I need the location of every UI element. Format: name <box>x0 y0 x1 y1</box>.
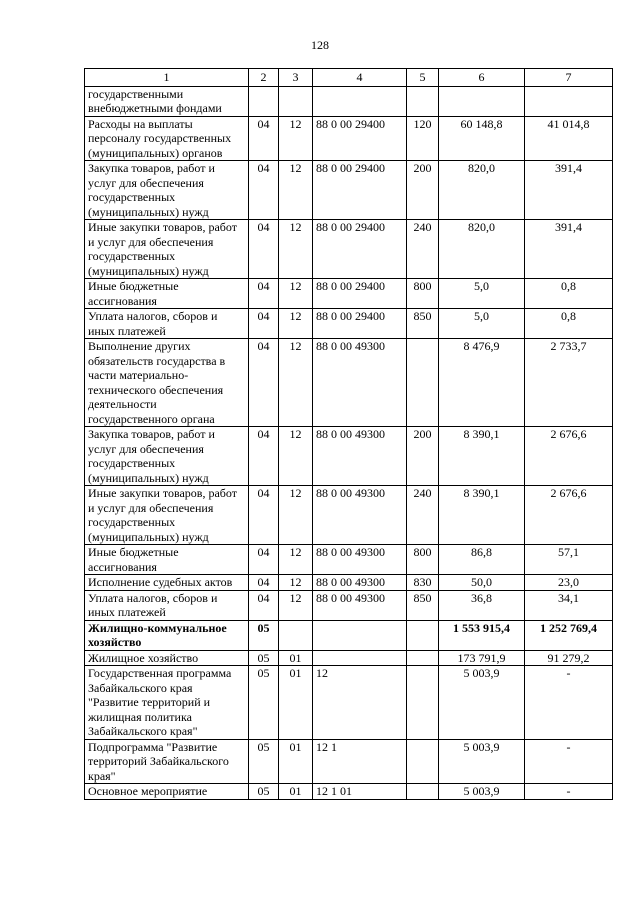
target-code-cell: 12 1 01 <box>313 784 407 800</box>
section-cell: 04 <box>249 161 279 220</box>
amount-plan-cell: 8 390,1 <box>439 486 525 545</box>
section-cell: 05 <box>249 666 279 740</box>
amount-plan-cell: 36,8 <box>439 590 525 620</box>
target-code-cell: 88 0 00 29400 <box>313 116 407 161</box>
header-cell: 1 <box>85 69 249 87</box>
table-row <box>85 116 613 161</box>
expense-type-cell <box>407 620 439 650</box>
subsection-cell: 12 <box>279 339 313 427</box>
name-cell: Иные закупки товаров, работ и услуг для обеспечения государственных (муниципальных) нужд <box>85 486 249 545</box>
section-cell: 04 <box>249 279 279 309</box>
table-row <box>85 739 613 784</box>
target-code-cell <box>313 86 407 116</box>
target-code-cell <box>313 620 407 650</box>
section-cell <box>249 86 279 116</box>
subsection-cell: 01 <box>279 784 313 800</box>
target-code-cell: 88 0 00 49300 <box>313 486 407 545</box>
table-row <box>85 220 613 279</box>
name-cell: Подпрограмма "Развитие территорий Забайкальского края" <box>85 739 249 784</box>
amount-actual-cell: 23,0 <box>525 575 613 591</box>
table-row <box>85 784 613 800</box>
section-cell: 04 <box>249 486 279 545</box>
amount-actual-cell: 2 676,6 <box>525 486 613 545</box>
subsection-cell <box>279 86 313 116</box>
expense-type-cell <box>407 666 439 740</box>
name-cell: Выполнение других обязательств государства в части материально-технического обеспечения деятельности государственного органа <box>85 339 249 427</box>
expense-type-cell <box>407 339 439 427</box>
expense-type-cell: 850 <box>407 309 439 339</box>
subsection-cell: 12 <box>279 309 313 339</box>
target-code-cell: 88 0 00 29400 <box>313 309 407 339</box>
expense-type-cell: 200 <box>407 427 439 486</box>
name-cell: Уплата налогов, сборов и иных платежей <box>85 309 249 339</box>
subsection-cell: 12 <box>279 486 313 545</box>
page-number: 128 <box>311 38 329 52</box>
amount-actual-cell: 2 733,7 <box>525 339 613 427</box>
amount-actual-cell: 57,1 <box>525 545 613 575</box>
table-row <box>85 575 613 591</box>
table-row <box>85 486 613 545</box>
amount-plan-cell: 173 791,9 <box>439 650 525 666</box>
subsection-cell: 12 <box>279 427 313 486</box>
amount-plan-cell: 5 003,9 <box>439 784 525 800</box>
amount-actual-cell: 0,8 <box>525 309 613 339</box>
name-cell: Иные бюджетные ассигнования <box>85 279 249 309</box>
expense-type-cell <box>407 739 439 784</box>
subsection-cell: 12 <box>279 575 313 591</box>
table-row <box>85 86 613 116</box>
table-row <box>85 427 613 486</box>
budget-table <box>84 68 613 800</box>
target-code-cell: 12 1 <box>313 739 407 784</box>
table-body <box>85 86 613 799</box>
amount-plan-cell: 1 553 915,4 <box>439 620 525 650</box>
expense-type-cell <box>407 86 439 116</box>
header-cell: 4 <box>313 69 407 87</box>
subsection-cell: 01 <box>279 739 313 784</box>
section-cell: 05 <box>249 620 279 650</box>
amount-plan-cell: 5 003,9 <box>439 666 525 740</box>
amount-plan-cell: 5 003,9 <box>439 739 525 784</box>
table-row <box>85 279 613 309</box>
header-cell: 7 <box>525 69 613 87</box>
amount-plan-cell: 50,0 <box>439 575 525 591</box>
table-row <box>85 590 613 620</box>
subsection-cell: 12 <box>279 279 313 309</box>
expense-type-cell <box>407 650 439 666</box>
amount-actual-cell: 1 252 769,4 <box>525 620 613 650</box>
amount-plan-cell: 8 476,9 <box>439 339 525 427</box>
section-cell: 04 <box>249 575 279 591</box>
amount-actual-cell <box>525 86 613 116</box>
name-cell: Жилищное хозяйство <box>85 650 249 666</box>
name-cell: Иные закупки товаров, работ и услуг для обеспечения государственных (муниципальных) нужд <box>85 220 249 279</box>
subsection-cell: 12 <box>279 220 313 279</box>
name-cell: Основное мероприятие <box>85 784 249 800</box>
amount-plan-cell: 820,0 <box>439 161 525 220</box>
table-row <box>85 309 613 339</box>
amount-plan-cell: 5,0 <box>439 279 525 309</box>
target-code-cell: 88 0 00 29400 <box>313 279 407 309</box>
target-code-cell <box>313 650 407 666</box>
table-row <box>85 339 613 427</box>
table-row <box>85 620 613 650</box>
header-cell: 2 <box>249 69 279 87</box>
table-row <box>85 650 613 666</box>
expense-type-cell: 200 <box>407 161 439 220</box>
section-cell: 05 <box>249 784 279 800</box>
amount-actual-cell: 0,8 <box>525 279 613 309</box>
subsection-cell: 12 <box>279 590 313 620</box>
amount-actual-cell: 34,1 <box>525 590 613 620</box>
name-cell: Уплата налогов, сборов и иных платежей <box>85 590 249 620</box>
amount-actual-cell: - <box>525 784 613 800</box>
amount-actual-cell: - <box>525 666 613 740</box>
amount-actual-cell: 41 014,8 <box>525 116 613 161</box>
name-cell: Исполнение судебных актов <box>85 575 249 591</box>
header-cell: 5 <box>407 69 439 87</box>
expense-type-cell: 850 <box>407 590 439 620</box>
subsection-cell: 12 <box>279 545 313 575</box>
expense-type-cell: 120 <box>407 116 439 161</box>
name-cell: Расходы на выплаты персоналу государственных (муниципальных) органов <box>85 116 249 161</box>
amount-actual-cell: - <box>525 739 613 784</box>
amount-actual-cell: 91 279,2 <box>525 650 613 666</box>
subsection-cell <box>279 620 313 650</box>
subsection-cell: 12 <box>279 116 313 161</box>
section-cell: 05 <box>249 739 279 784</box>
amount-actual-cell: 391,4 <box>525 161 613 220</box>
table-row <box>85 161 613 220</box>
expense-type-cell: 240 <box>407 486 439 545</box>
target-code-cell: 88 0 00 49300 <box>313 427 407 486</box>
table-row <box>85 545 613 575</box>
amount-plan-cell: 86,8 <box>439 545 525 575</box>
section-cell: 04 <box>249 220 279 279</box>
amount-plan-cell: 60 148,8 <box>439 116 525 161</box>
target-code-cell: 12 <box>313 666 407 740</box>
name-cell: государственными внебюджетными фондами <box>85 86 249 116</box>
section-cell: 04 <box>249 309 279 339</box>
subsection-cell: 01 <box>279 666 313 740</box>
section-cell: 04 <box>249 590 279 620</box>
subsection-cell: 12 <box>279 161 313 220</box>
target-code-cell: 88 0 00 49300 <box>313 590 407 620</box>
name-cell: Жилищно-коммунальное хозяйство <box>85 620 249 650</box>
target-code-cell: 88 0 00 29400 <box>313 220 407 279</box>
subsection-cell: 01 <box>279 650 313 666</box>
amount-plan-cell: 8 390,1 <box>439 427 525 486</box>
section-cell: 04 <box>249 545 279 575</box>
amount-plan-cell: 820,0 <box>439 220 525 279</box>
expense-type-cell: 800 <box>407 545 439 575</box>
expense-type-cell: 800 <box>407 279 439 309</box>
section-cell: 04 <box>249 339 279 427</box>
target-code-cell: 88 0 00 49300 <box>313 545 407 575</box>
table-row <box>85 666 613 740</box>
target-code-cell: 88 0 00 49300 <box>313 575 407 591</box>
name-cell: Закупка товаров, работ и услуг для обеспечения государственных (муниципальных) нужд <box>85 427 249 486</box>
expense-type-cell: 830 <box>407 575 439 591</box>
header-row <box>85 69 613 87</box>
section-cell: 04 <box>249 427 279 486</box>
amount-actual-cell: 391,4 <box>525 220 613 279</box>
name-cell: Закупка товаров, работ и услуг для обеспечения государственных (муниципальных) нужд <box>85 161 249 220</box>
section-cell: 05 <box>249 650 279 666</box>
name-cell: Иные бюджетные ассигнования <box>85 545 249 575</box>
target-code-cell: 88 0 00 29400 <box>313 161 407 220</box>
expense-type-cell: 240 <box>407 220 439 279</box>
section-cell: 04 <box>249 116 279 161</box>
name-cell: Государственная программа Забайкальского края "Развитие территорий и жилищная политика Забайкальского края" <box>85 666 249 740</box>
header-cell: 6 <box>439 69 525 87</box>
amount-actual-cell: 2 676,6 <box>525 427 613 486</box>
expense-type-cell <box>407 784 439 800</box>
amount-plan-cell <box>439 86 525 116</box>
header-cell: 3 <box>279 69 313 87</box>
target-code-cell: 88 0 00 49300 <box>313 339 407 427</box>
amount-plan-cell: 5,0 <box>439 309 525 339</box>
